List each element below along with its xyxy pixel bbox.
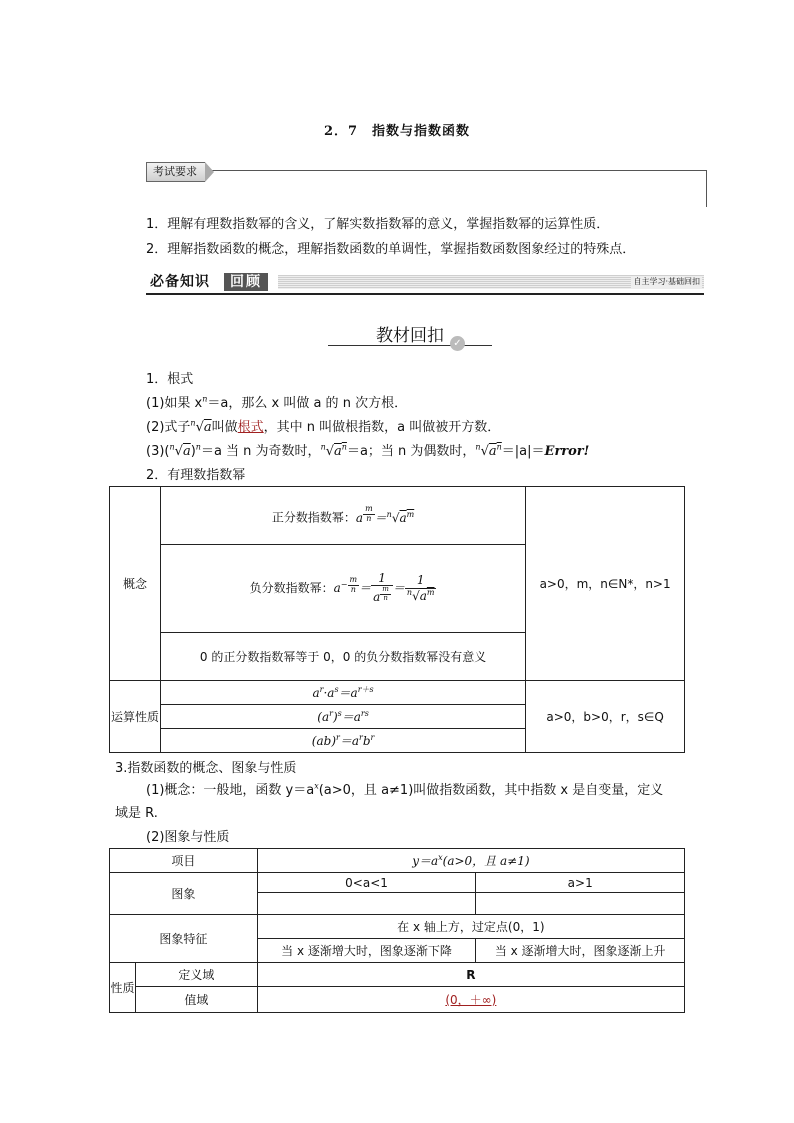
domain-value: R (257, 963, 684, 987)
banner-subtitle: 自主学习·基础回扣 (633, 277, 700, 286)
banner-title: 必备知识 (146, 271, 214, 293)
property-label: 性质 (110, 963, 136, 1013)
graph-cell-increasing (476, 893, 685, 915)
concept-condition: a>0，m，n∈N*，n>1 (526, 487, 685, 681)
graph-cell-decreasing (257, 893, 476, 915)
rational-power-table (109, 486, 685, 753)
feature-increasing: 当 x 逐渐增大时，图象逐渐上升 (476, 939, 685, 963)
negative-power-cell: 负分数指数幂：$a^{- \frac{m}{n}}$ ＝ 1 a $^{\frac{m}{n}}$ ＝ $\frac{1}{^n√a^m}$ (160, 545, 525, 633)
case-a-less-1: 0<a<1 (257, 873, 476, 893)
heading-radical: 1．根式 (146, 372, 194, 387)
error-text: Error! (544, 444, 590, 459)
heading-graph-properties: (2)图象与性质 (146, 830, 230, 845)
requirement-2: 2．理解指数函数的概念，理解指数函数的单调性，掌握指数函数图象经过的特殊点． (146, 242, 636, 257)
operations-cell: 运算性质 (110, 681, 161, 753)
positive-power-cell: 正分数指数幂：a $^{\frac{m}{n}}$ $=^n√a^m$ (160, 487, 525, 545)
case-a-greater-1: a>1 (476, 873, 685, 893)
operation-3: $(ab)^r=a^rb^r$ (160, 729, 525, 753)
range-label: 值域 (135, 987, 257, 1013)
section-heading-underline (328, 345, 492, 346)
requirement-1: 1．理解有理数指数幂的含义，了解实数指数幂的意义，掌握指数幂的运算性质． (146, 217, 610, 232)
operations-condition: a>0，b>0，r，s∈Q (526, 681, 685, 753)
radical-def-3: $(3)(^n√a)^n=a$ 当 n 为奇数时，$^n√a^n=a$；当 n 为偶数时，$^n√a^n=|a|=Error$! (146, 442, 590, 459)
exp-concept-line2: 域是 R. (115, 806, 158, 821)
exponential-function-table (109, 848, 685, 1013)
banner-highlight: 回顾 (224, 273, 268, 291)
operation-2: $(a^r)^s=a^{rs}$ (160, 705, 525, 729)
heading-exponential-function: 3.指数函数的概念、图象与性质 (115, 761, 297, 776)
operation-1: $a^r\cdot a^s=a^{r+s}$ (160, 681, 525, 705)
exam-requirement-frame (146, 170, 707, 207)
heading-rational-power: 2．有理数指数幂 (146, 468, 246, 483)
section-banner (146, 271, 704, 295)
radical-term: 根式 (237, 420, 264, 435)
range-value: (0，＋∞) (257, 987, 684, 1013)
function-header: $y=a^x(a>0$，且 a≠1) (257, 849, 684, 873)
feature-label: 图象特征 (110, 915, 258, 963)
section-heading: 教材回扣 (376, 326, 444, 346)
item-header: 项目 (110, 849, 258, 873)
radical-def-2: (2)式子$^n$√a叫做根式，其中 n 叫做根指数，a 叫做被开方数． (146, 418, 501, 435)
exam-requirement-label: 考试要求 (146, 162, 205, 182)
graph-label: 图象 (110, 873, 258, 915)
check-icon: ✓ (450, 336, 465, 351)
exp-concept-line1: (1)概念：一般地，函数 $y=a^x(a>0$，且 a≠1)叫做指数函数，其中指数 x 是自变量，定义 (146, 781, 664, 798)
concept-cell: 概念 (110, 487, 161, 681)
zero-power-note: 0 的正分数指数幂等于 0，0 的负分数指数幂没有意义 (160, 633, 525, 681)
radical-def-1: (1)如果 $x^n=a$，那么 x 叫做 a 的 n 次方根． (146, 394, 408, 411)
page-title: 2．7 指数与指数函数 (323, 124, 471, 139)
feature-decreasing: 当 x 逐渐增大时，图象逐渐下降 (257, 939, 476, 963)
feature-common: 在 x 轴上方，过定点(0，1) (257, 915, 684, 939)
domain-label: 定义域 (135, 963, 257, 987)
